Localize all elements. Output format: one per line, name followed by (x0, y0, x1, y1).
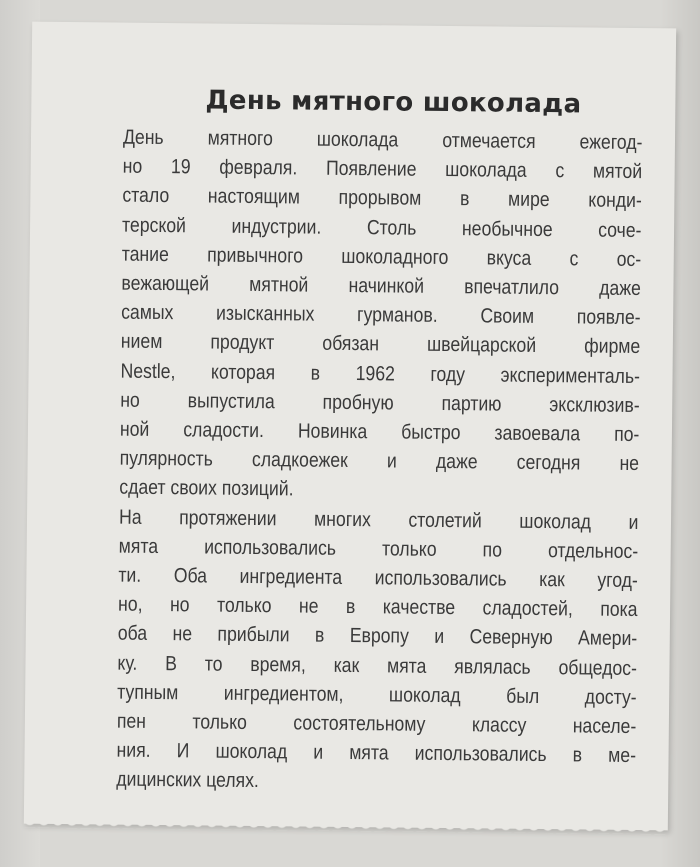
text-line: тупным ингредиентом, шоколад был досту- (117, 680, 637, 709)
text-line: но выпустила пробную партию эксклюзив- (120, 388, 640, 417)
article-paragraph-2 (116, 502, 638, 799)
text-line: сдает своих позиций. (119, 476, 294, 501)
text-line: дицинских целях. (116, 768, 259, 793)
text-line: ти. Оба ингредиента использовались как угод- (118, 563, 638, 593)
text-line: но, но только не в качестве сладостей, пока (117, 592, 638, 622)
text-line: ния. И шоколад и мята использовались в ме- (116, 738, 637, 768)
newspaper-clipping (24, 22, 676, 831)
text-line: самых изысканных гурманов. Своим появле- (121, 300, 641, 330)
text-line: нием продукт обязан швейцарской фирме (120, 330, 641, 359)
article-headline: День мятного шоколада (205, 85, 582, 120)
text-line: оба не прибыли в Европу и Северную Амери- (117, 622, 638, 651)
text-line: Nestle, которая в 1962 году эксперименталь- (120, 359, 641, 388)
text-line: но 19 февраля. Появление шоколада с мятой (122, 154, 643, 184)
text-line: ной сладости. Новинка быстро завоевала по- (119, 417, 640, 447)
text-line: терской индустрии. Столь необычное соче- (121, 213, 642, 242)
text-line: мята использовались только по отдельнос- (118, 534, 639, 563)
text-line: День мятного шоколада отмечается ежегод- (122, 125, 643, 155)
text-line: ку. В то время, как мята являлась общедос- (117, 651, 638, 680)
text-line: вежающей мятной начинкой впечатлило даже (121, 271, 642, 301)
text-line: стало настоящим прорывом в мире конди- (122, 184, 642, 213)
text-line: пулярность сладкоежек и даже сегодня не (119, 446, 640, 476)
text-line: тание привычного шоколадного вкуса с ос- (121, 242, 642, 271)
text-line: На протяжении многих столетий шоколад и (118, 505, 639, 534)
article-paragraph-1 (119, 123, 642, 508)
text-line: пен только состоятельному классу населе- (116, 709, 637, 739)
article-body (116, 123, 642, 800)
